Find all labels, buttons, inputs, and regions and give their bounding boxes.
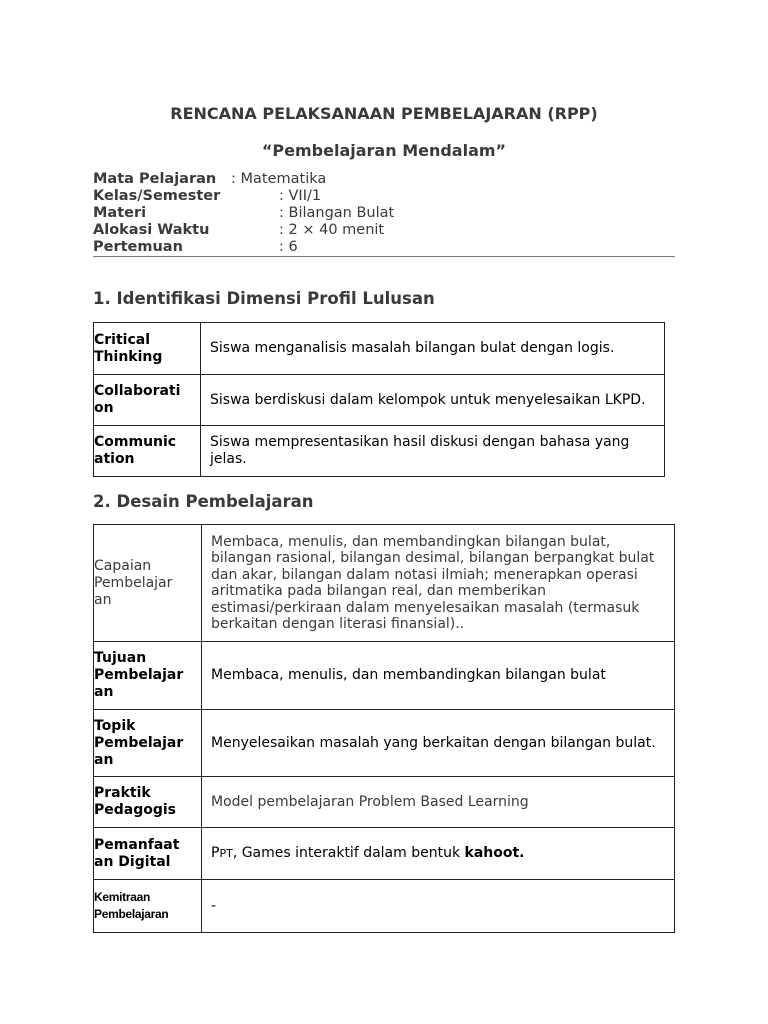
row-key: Capaian Pembelajar an (94, 525, 202, 642)
meta-row-meeting (93, 239, 675, 256)
row-value: PPT, Games interaktif dalam bentuk kahoot. (202, 828, 675, 880)
table-row (94, 525, 675, 642)
row-key: Tujuan Pembelajar an (94, 642, 202, 710)
section-heading-profile: 1. Identifikasi Dimensi Profil Lulusan (93, 289, 435, 308)
meta-row-subject (93, 171, 675, 188)
meta-value: : 2 × 40 menit (279, 222, 385, 238)
profile-table (93, 322, 665, 477)
divider (93, 256, 675, 257)
row-key: Topik Pembelajar an (94, 710, 202, 777)
table-row (94, 828, 675, 880)
table-row (94, 777, 675, 828)
row-value: Membaca, menulis, dan membandingkan bilangan bulat, bilangan rasional, bilangan desimal, bilangan berpangkat bulat dan akar, bilangan dalam notasi ilmiah; menerapkan operasi aritmatika pada bilangan real, dan memberikan estimasi/perkiraan dalam menyelesaikan masalah (termasuk berkaitan dengan literasi finansial).. (202, 525, 675, 642)
row-key: Collaborati on (94, 375, 201, 426)
row-key: Critical Thinking (94, 323, 201, 375)
row-value: Menyelesaikan masalah yang berkaitan dengan bilangan bulat. (202, 710, 675, 777)
table-row (94, 323, 665, 375)
row-value: Siswa berdiskusi dalam kelompok untuk menyelesaikan LKPD. (201, 375, 665, 426)
meta-value: : 6 (279, 239, 298, 255)
meta-value: : Bilangan Bulat (279, 205, 395, 221)
table-row (94, 710, 675, 777)
row-key: Kemitraan Pembelajaran (94, 880, 202, 933)
row-key: Praktik Pedagogis (94, 777, 202, 828)
section-heading-design: 2. Desain Pembelajaran (93, 492, 314, 511)
meta-row-time (93, 222, 675, 239)
row-value: - (202, 880, 675, 933)
row-value: Model pembelajaran Problem Based Learning (202, 777, 675, 828)
row-value: Membaca, menulis, dan membandingkan bilangan bulat (202, 642, 675, 710)
row-value: Siswa menganalisis masalah bilangan bulat dengan logis. (201, 323, 665, 375)
row-key: Pemanfaat an Digital (94, 828, 202, 880)
meta-value: : VII/1 (279, 188, 322, 204)
table-row (94, 375, 665, 426)
table-row (94, 880, 675, 933)
meta-label: Alokasi Waktu (93, 222, 210, 238)
meta-label: Mata Pelajaran (93, 171, 217, 187)
meta-row-material (93, 205, 675, 222)
meta-block (93, 171, 675, 256)
document-title: RENCANA PELAKSANAAN PEMBELAJARAN (RPP) (170, 104, 598, 123)
meta-label: Materi (93, 205, 147, 221)
meta-label: Kelas/Semester (93, 188, 221, 204)
meta-row-class (93, 188, 675, 205)
row-value: Siswa mempresentasikan hasil diskusi dengan bahasa yang jelas. (201, 426, 665, 477)
table-row (94, 642, 675, 710)
table-row (94, 426, 665, 477)
meta-label: Pertemuan (93, 239, 183, 255)
meta-value: : Matematika (231, 171, 327, 187)
row-key: Communic ation (94, 426, 201, 477)
document-subtitle: “Pembelajaran Mendalam” (261, 141, 507, 160)
design-table (93, 524, 675, 933)
